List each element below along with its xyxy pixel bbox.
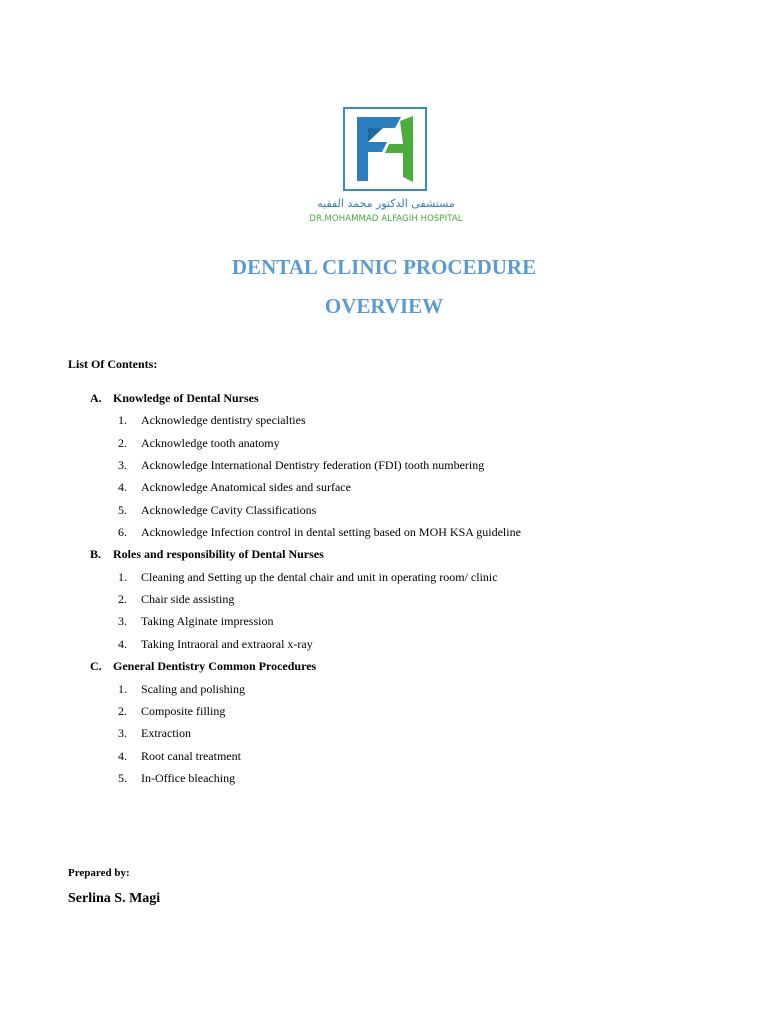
hospital-logo — [305, 107, 467, 225]
item-text: Taking Intraoral and extraoral x-ray — [141, 637, 313, 651]
list-item — [118, 613, 273, 629]
item-text: Scaling and polishing — [141, 682, 245, 696]
section-heading — [90, 658, 316, 674]
item-number: 5. — [118, 771, 127, 785]
item-number: 2. — [118, 704, 127, 718]
item-text: Root canal treatment — [141, 749, 241, 763]
item-number: 1. — [118, 570, 127, 584]
list-item — [118, 502, 316, 518]
item-text: Chair side assisting — [141, 592, 235, 606]
item-number: 3. — [118, 458, 127, 472]
item-number: 4. — [118, 480, 127, 494]
author-name: Serlina S. Magi — [68, 891, 161, 906]
list-item — [118, 457, 484, 473]
section-title: Knowledge of Dental Nurses — [113, 391, 259, 405]
list-item — [118, 435, 280, 451]
item-number: 4. — [118, 749, 127, 763]
list-item — [118, 748, 241, 764]
item-text: Acknowledge Anatomical sides and surface — [141, 480, 351, 494]
item-number: 1. — [118, 682, 127, 696]
list-item — [118, 591, 234, 607]
document-title-line-2: OVERVIEW — [324, 294, 444, 318]
list-item — [118, 725, 191, 741]
list-item — [118, 770, 235, 786]
section-heading — [90, 390, 259, 406]
list-item — [118, 703, 225, 719]
section-letter: C. — [90, 659, 102, 673]
prepared-by-label: Prepared by: — [68, 867, 130, 879]
item-number: 3. — [118, 726, 127, 740]
item-text: Acknowledge International Dentistry federation (FDI) tooth numbering — [141, 458, 485, 472]
item-text: Acknowledge Cavity Classifications — [141, 503, 317, 517]
item-text: Acknowledge Infection control in dental setting based on MOH KSA guideline — [141, 525, 521, 539]
item-text: In-Office bleaching — [141, 771, 236, 785]
list-item — [118, 681, 245, 697]
item-text: Cleaning and Setting up the dental chair and unit in operating room/ clinic — [141, 570, 498, 584]
item-number: 2. — [118, 592, 127, 606]
item-text: Extraction — [141, 726, 191, 740]
section-heading — [90, 546, 324, 562]
list-item — [118, 524, 521, 540]
list-item — [118, 636, 313, 652]
logo-english-name: DR.MOHAMMAD ALFAGIH HOSPITAL — [309, 214, 463, 224]
item-number: 3. — [118, 614, 127, 628]
list-item — [118, 479, 351, 495]
item-text: Taking Alginate impression — [141, 614, 274, 628]
section-letter: B. — [90, 547, 102, 561]
item-text: Acknowledge dentistry specialties — [141, 413, 306, 427]
document-title-line-1: DENTAL CLINIC PROCEDURE — [231, 255, 537, 279]
item-number: 6. — [118, 525, 127, 539]
list-item — [118, 569, 498, 585]
section-title: General Dentistry Common Procedures — [113, 659, 317, 673]
item-text: Acknowledge tooth anatomy — [141, 436, 280, 450]
list-item — [118, 412, 306, 428]
section-title: Roles and responsibility of Dental Nurses — [113, 547, 324, 561]
logo-mark — [343, 107, 427, 191]
logo-arabic-name: مستشفى الدكتور محمد الفقيه — [317, 197, 455, 210]
item-number: 2. — [118, 436, 127, 450]
item-number: 4. — [118, 637, 127, 651]
item-text: Composite filling — [141, 704, 226, 718]
fh-monogram-icon — [345, 109, 425, 189]
list-of-contents-label: List Of Contents: — [68, 357, 158, 371]
item-number: 1. — [118, 413, 127, 427]
section-letter: A. — [90, 391, 102, 405]
item-number: 5. — [118, 503, 127, 517]
